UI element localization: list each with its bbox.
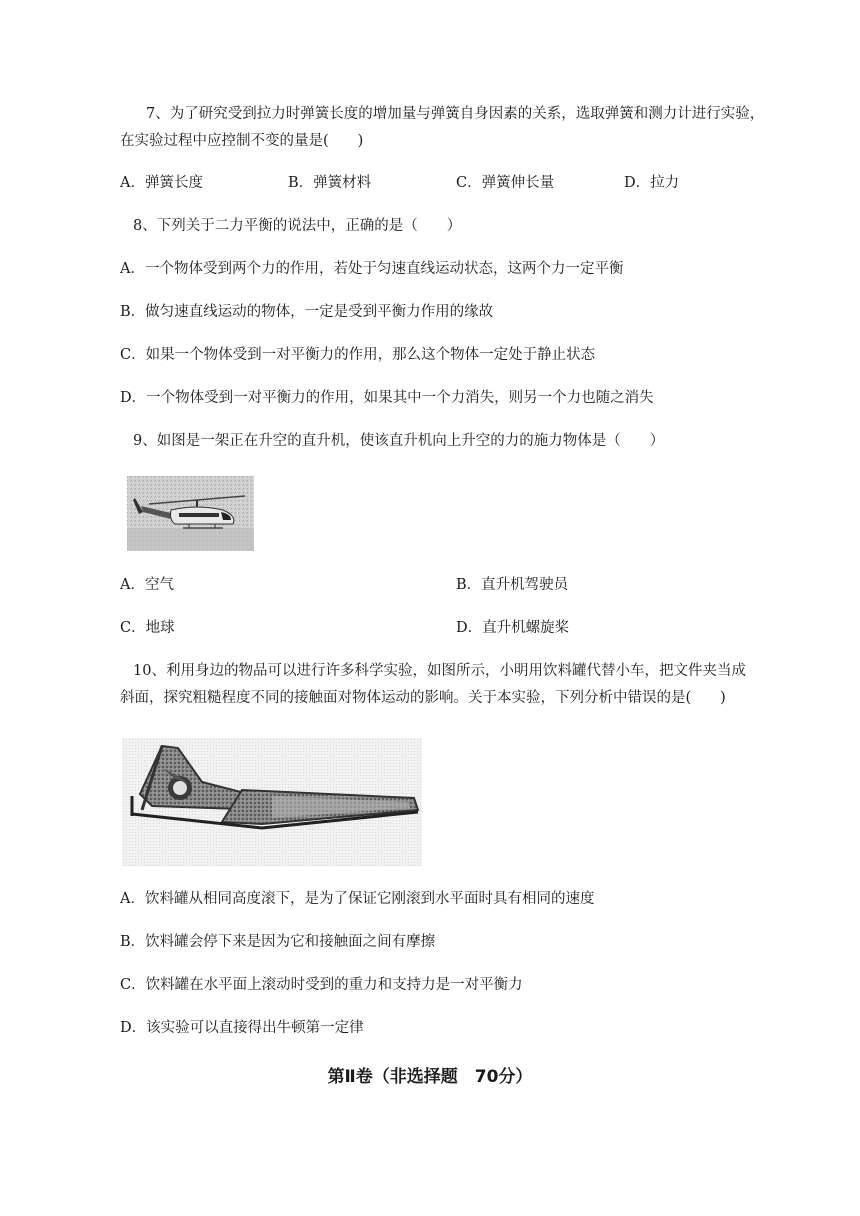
q10-option-c: C．饮料罐在水平面上滚动时受到的重力和支持力是一对平衡力 [120, 977, 523, 993]
q7-option-d: D．拉力 [624, 175, 680, 191]
q8-stem: 8、下列关于二力平衡的说法中，正确的是（ ） [133, 218, 462, 234]
q9-stem: 9、如图是一架正在升空的直升机，使该直升机向上升空的力的施力物体是（ ） [133, 433, 665, 449]
section-title: 第Ⅱ卷（非选择题 70分） [327, 1067, 533, 1087]
q9-option-a: A．空气 [120, 577, 174, 593]
q8-option-d: D．一个物体受到一对平衡力的作用，如果其中一个力消失，则另一个力也随之消失 [120, 390, 654, 406]
q10-stem-line2: 斜面，探究粗糙程度不同的接触面对物体运动的影响。关于本实验，下列分析中错误的是( ) [120, 690, 726, 706]
q9-option-c: C．地球 [120, 620, 175, 636]
ramp-experiment-image [122, 738, 422, 866]
q7-stem-line1: 7、为了研究受到拉力时弹簧长度的增加量与弹簧自身因素的关系，选取弹簧和测力计进行实验， [146, 106, 765, 122]
q7-option-b: B．弹簧材料 [288, 175, 372, 191]
q9-option-b: B．直升机驾驶员 [456, 577, 569, 593]
helicopter-image [127, 476, 254, 551]
q7-option-a: A．弹簧长度 [120, 175, 203, 191]
q8-option-c: C．如果一个物体受到一对平衡力的作用，那么这个物体一定处于静止状态 [120, 347, 596, 363]
q10-stem-line1: 10、利用身边的物品可以进行许多科学实验，如图所示，小明用饮料罐代替小车，把文件夹当成 [133, 663, 746, 679]
q7-option-c: C．弹簧伸长量 [456, 175, 555, 191]
q10-option-b: B．饮料罐会停下来是因为它和接触面之间有摩擦 [120, 934, 436, 950]
q8-option-b: B．做匀速直线运动的物体，一定是受到平衡力作用的缘故 [120, 304, 494, 320]
q9-option-d: D．直升机螺旋桨 [456, 620, 570, 636]
q10-option-d: D．该实验可以直接得出牛顿第一定律 [120, 1020, 364, 1036]
q10-option-a: A．饮料罐从相同高度滚下，是为了保证它刚滚到水平面时具有相同的速度 [120, 891, 595, 907]
q8-option-a: A．一个物体受到两个力的作用，若处于匀速直线运动状态，这两个力一定平衡 [120, 261, 624, 277]
q7-stem-line2: 在实验过程中应控制不变的量是( ) [120, 133, 364, 149]
